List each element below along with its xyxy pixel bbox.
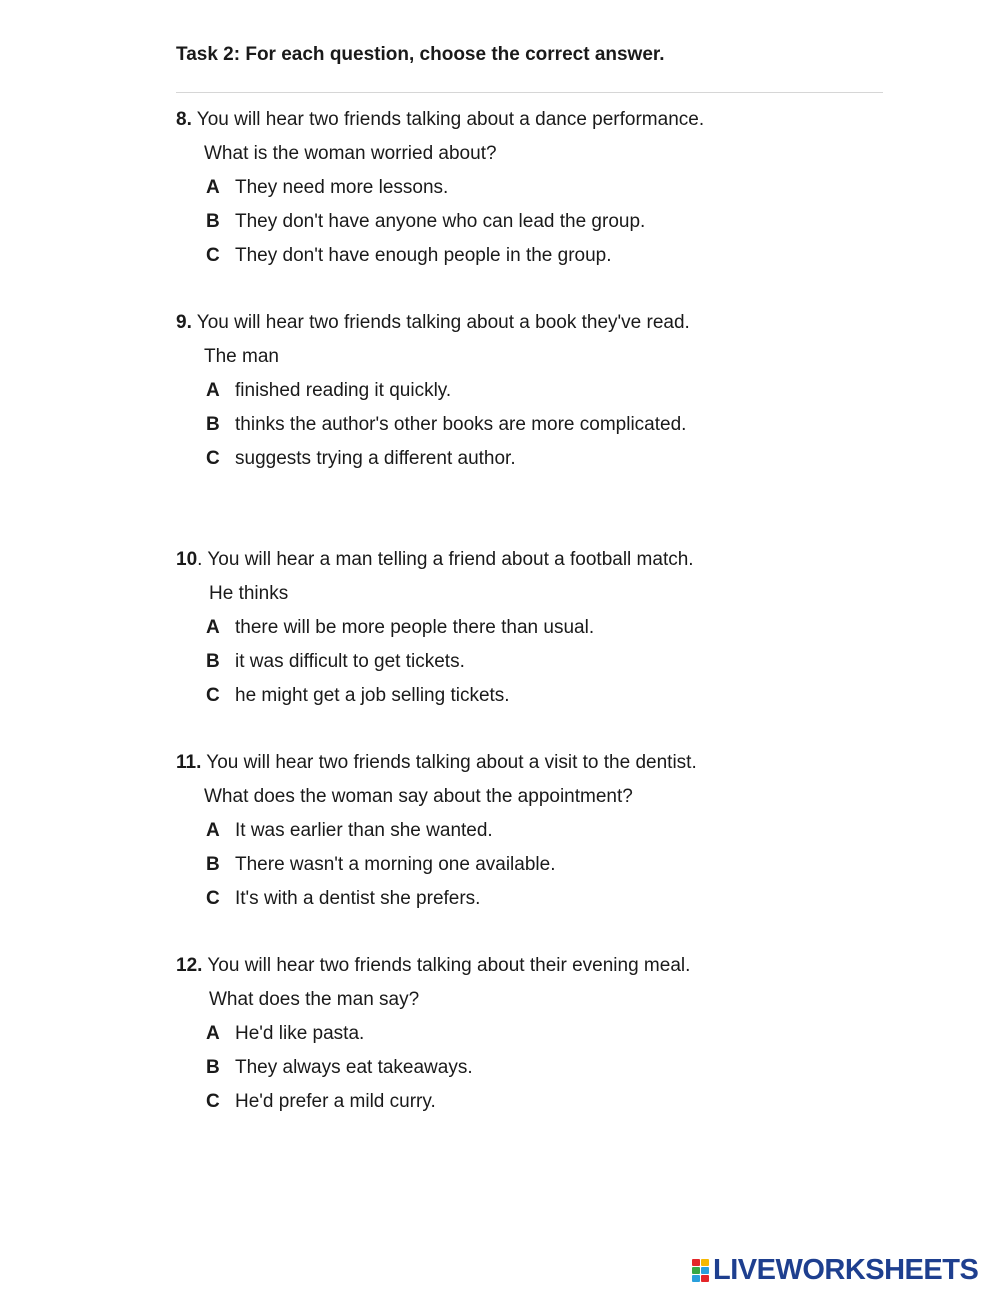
question-prompt — [176, 109, 916, 143]
answer-option-b[interactable] — [176, 854, 916, 888]
answer-option-b[interactable] — [176, 1057, 916, 1091]
logo-block-yellow — [701, 1259, 709, 1266]
liveworksheets-logo-icon — [692, 1258, 710, 1282]
option-text: suggests trying a different author. — [235, 448, 516, 469]
question-stem: What does the woman say about the appointment? — [204, 786, 633, 807]
answer-option-c[interactable] — [176, 685, 916, 719]
option-text: It was earlier than she wanted. — [235, 820, 493, 841]
option-text: finished reading it quickly. — [235, 380, 452, 401]
option-letter: B — [206, 651, 220, 672]
question-number: 12. — [176, 955, 203, 976]
question-number: 8. — [176, 109, 192, 130]
question-stem: What is the woman worried about? — [204, 143, 497, 164]
option-letter: C — [206, 1091, 220, 1112]
answer-option-b[interactable] — [176, 211, 916, 245]
answer-option-c[interactable] — [176, 245, 916, 279]
option-letter: A — [206, 177, 220, 198]
answer-option-c[interactable] — [176, 448, 916, 482]
option-letter: C — [206, 448, 220, 469]
question-text: You will hear two friends talking about a book they've read. — [191, 312, 690, 333]
option-text: thinks the author's other books are more complicated. — [235, 414, 687, 435]
question-text: You will hear two friends talking about their evening meal. — [202, 955, 691, 976]
option-letter: A — [206, 1023, 220, 1044]
logo-block-blue-2 — [692, 1275, 700, 1282]
logo-block-red — [692, 1259, 700, 1266]
question-12 — [176, 955, 916, 1125]
option-letter: B — [206, 211, 220, 232]
option-text: There wasn't a morning one available. — [235, 854, 556, 875]
question-stem: The man — [204, 346, 279, 367]
question-text: You will hear two friends talking about a dance performance. — [191, 109, 705, 130]
task-title: Task 2: For each question, choose the correct answer. — [176, 44, 665, 65]
question-11 — [176, 752, 916, 922]
question-stem: What does the man say? — [209, 989, 420, 1010]
answer-option-c[interactable] — [176, 888, 916, 922]
question-number: 10 — [176, 549, 198, 570]
option-letter: C — [206, 245, 220, 266]
question-9 — [176, 312, 916, 482]
option-letter: C — [206, 888, 220, 909]
answer-option-a[interactable] — [176, 617, 916, 651]
question-number: 9. — [176, 312, 192, 333]
question-prompt — [176, 955, 916, 989]
answer-option-a[interactable] — [176, 820, 916, 854]
question-10 — [176, 549, 916, 719]
option-text: he might get a job selling tickets. — [235, 685, 510, 706]
question-prompt — [176, 549, 916, 583]
option-text: He'd like pasta. — [235, 1023, 365, 1044]
logo-text: LIVEWORKSHEETS — [713, 1254, 979, 1286]
answer-option-a[interactable] — [176, 380, 916, 414]
liveworksheets-logo[interactable] — [692, 1256, 978, 1284]
question-stem: He thinks — [209, 583, 289, 604]
answer-option-b[interactable] — [176, 651, 916, 685]
question-prompt — [176, 312, 916, 346]
answer-option-c[interactable] — [176, 1091, 916, 1125]
question-8 — [176, 109, 916, 279]
option-text: They don't have anyone who can lead the group. — [235, 211, 646, 232]
question-text: . You will hear a man telling a friend about a football match. — [197, 549, 694, 570]
header-divider — [176, 92, 883, 93]
option-letter: B — [206, 414, 220, 435]
answer-option-a[interactable] — [176, 177, 916, 211]
option-text: there will be more people there than usual. — [235, 617, 595, 638]
logo-block-blue — [701, 1267, 709, 1274]
question-number: 11. — [176, 752, 202, 773]
logo-block-green — [692, 1267, 700, 1274]
answer-option-b[interactable] — [176, 414, 916, 448]
option-letter: A — [206, 380, 220, 401]
option-text: They always eat takeaways. — [235, 1057, 473, 1078]
option-letter: C — [206, 685, 220, 706]
option-letter: A — [206, 820, 220, 841]
question-text: You will hear two friends talking about a visit to the dentist. — [201, 752, 697, 773]
option-text: it was difficult to get tickets. — [235, 651, 465, 672]
option-letter: A — [206, 617, 220, 638]
option-text: They need more lessons. — [235, 177, 449, 198]
option-letter: B — [206, 854, 220, 875]
option-text: He'd prefer a mild curry. — [235, 1091, 436, 1112]
option-letter: B — [206, 1057, 220, 1078]
logo-block-red-2 — [701, 1275, 709, 1282]
option-text: It's with a dentist she prefers. — [235, 888, 481, 909]
answer-option-a[interactable] — [176, 1023, 916, 1057]
option-text: They don't have enough people in the group. — [235, 245, 612, 266]
question-prompt — [176, 752, 916, 786]
